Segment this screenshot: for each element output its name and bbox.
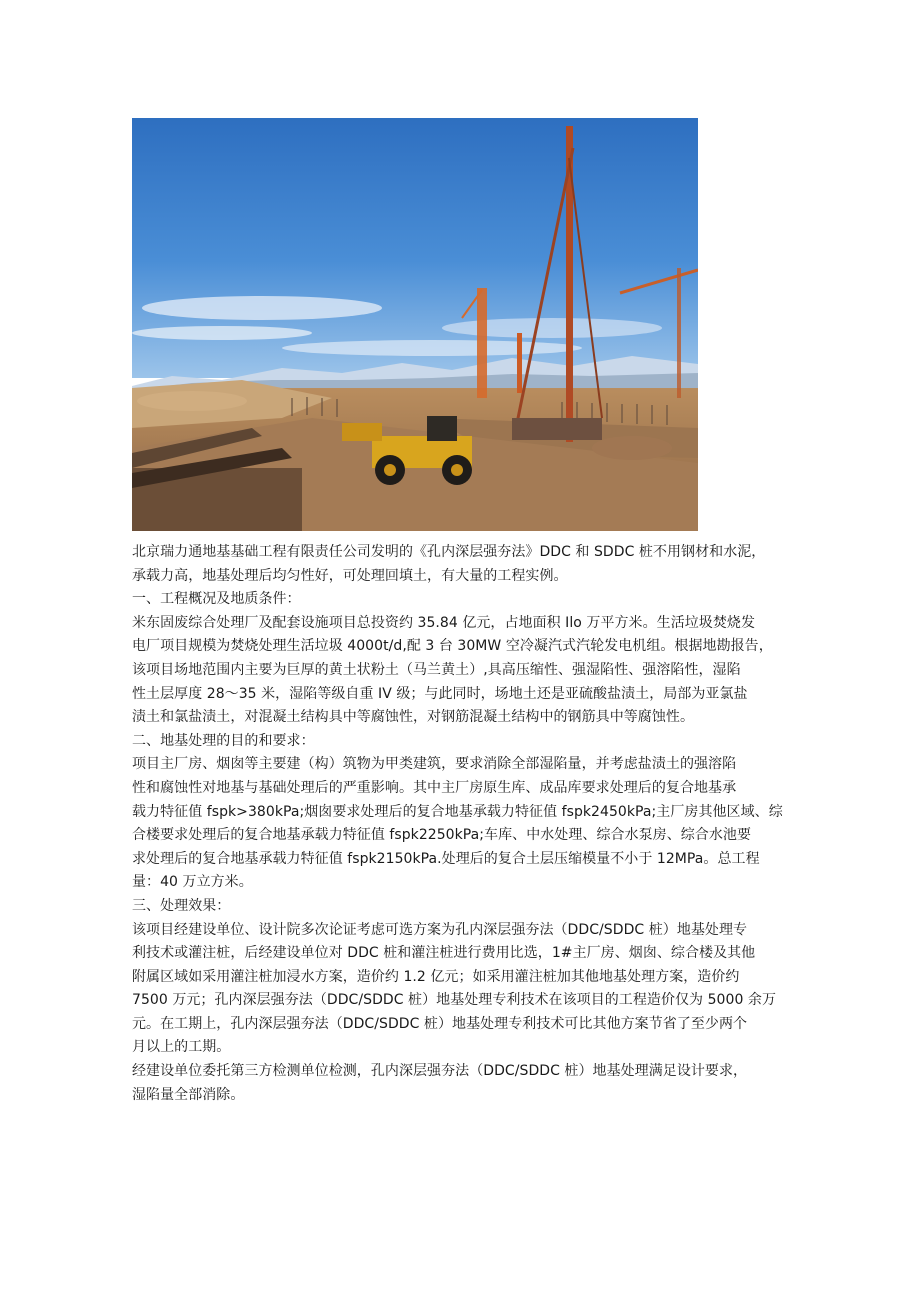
- paragraph-line: 载力特征值 fspk>380kPa;烟囱要求处理后的复合地基承载力特征值 fspk2450kPa;主厂房其他区域、综: [132, 803, 783, 820]
- paragraph-line: 渍土和氯盐渍土，对混凝土结构具中等腐蚀性，对钢筋混凝土结构中的钢筋具中等腐蚀性。: [132, 709, 694, 726]
- paragraph-line: 附属区域如采用灌注桩加浸水方案，造价约 1.2 亿元；如采用灌注桩加其他地基处理方案，造价约: [132, 968, 740, 985]
- paragraph-line: 求处理后的复合地基承载力特征值 fspk2150kPa.处理后的复合土层压缩模量不小于 12MPa。总工程: [132, 850, 760, 867]
- paragraph-line: 性和腐蚀性对地基与基础处理后的严重影响。其中主厂房原生库、成品库要求处理后的复合地基承: [132, 779, 737, 796]
- paragraph-line: 电厂项目规模为焚烧处理生活垃圾 4000t/d,配 3 台 30MW 空冷凝汽式汽轮发电机组。根据地勘报告，: [132, 638, 773, 655]
- paragraph-line: 该项目经建设单位、设计院多次论证考虑可选方案为孔内深层强夯法（DDC/SDDC 桩）地基处理专: [132, 921, 748, 938]
- section-heading-2: 二、地基处理的目的和要求：: [132, 732, 315, 749]
- section-heading-1: 一、工程概况及地质条件：: [132, 591, 301, 608]
- paragraph-line: 米东固废综合处理厂及配套设施项目总投资约 35.84 亿元，占地面积 Ilo 万平方米。生活垃圾焚烧发: [132, 614, 756, 631]
- paragraph-line: 月以上的工期。: [132, 1039, 231, 1056]
- intro-line-2: 承载力高，地基处理后均匀性好，可处理回填土，有大量的工程实例。: [132, 567, 568, 584]
- paragraph-line: 项目主厂房、烟囱等主要建（构）筑物为甲类建筑，要求消除全部湿陷量，并考虑盐渍土的强溶陷: [132, 756, 737, 773]
- paragraph-line: 元。在工期上，孔内深层强夯法（DDC/SDDC 桩）地基处理专利技术可比其他方案节省了至少两个: [132, 1015, 748, 1032]
- section-heading-3: 三、处理效果：: [132, 897, 231, 914]
- paragraph-line: 湿陷量全部消除。: [132, 1086, 245, 1103]
- intro-line-1: 北京瑞力通地基基础工程有限责任公司发明的《孔内深层强夯法》DDC 和 SDDC 桩不用钢材和水泥，: [132, 544, 766, 560]
- paragraph-line: 量：40 万立方米。: [132, 874, 253, 891]
- paragraph-line: 该项目场地范围内主要为巨厚的黄土状粉土（马兰黄土）,具高压缩性、强湿陷性、强溶陷性，湿陷: [132, 661, 741, 678]
- paragraph-line: 经建设单位委托第三方检测单位检测，孔内深层强夯法（DDC/SDDC 桩）地基处理满足设计要求，: [132, 1063, 748, 1080]
- construction-site-photo: [132, 118, 698, 531]
- paragraph-line: 利技术或灌注桩，后经建设单位对 DDC 桩和灌注桩进行费用比选，1#主厂房、烟囱、综合楼及其他: [132, 945, 756, 962]
- paragraph-line: 7500 万元；孔内深层强夯法（DDC/SDDC 桩）地基处理专利技术在该项目的工程造价仅为 5000 余万: [132, 992, 777, 1009]
- article-body: [132, 541, 802, 1107]
- paragraph-line: 性土层厚度 28～35 米，湿陷等级自重 IV 级；与此同时，场地土还是亚硫酸盐渍土，局部为亚氯盐: [132, 685, 748, 702]
- paragraph-line: 合楼要求处理后的复合地基承载力特征值 fspk2250kPa;车库、中水处理、综合水泵房、综合水池要: [132, 827, 752, 844]
